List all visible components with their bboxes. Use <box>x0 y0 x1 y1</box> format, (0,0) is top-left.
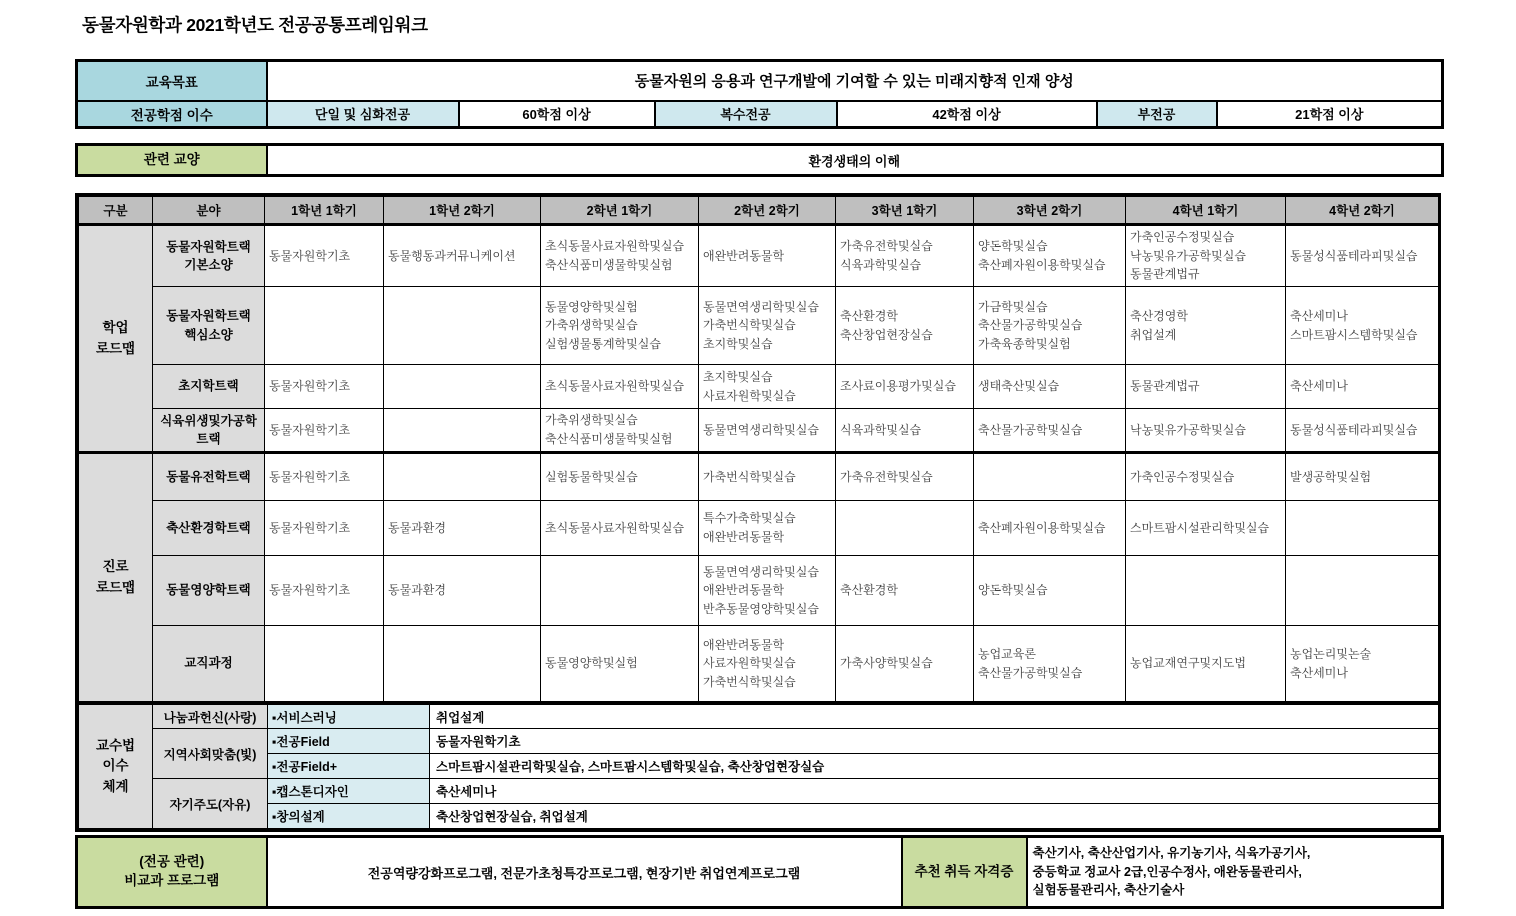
course-cell <box>384 556 541 626</box>
credit-value-double: 42학점 이상 <box>837 101 1097 128</box>
course-name: 생태축산및실습 <box>978 379 1060 394</box>
pedagogy-category: 나눔과헌신(사랑) <box>153 704 268 729</box>
course-cell <box>974 453 1126 501</box>
course-cell <box>1286 409 1439 453</box>
course-cell <box>699 453 836 501</box>
pedagogy-courses: 스마트팜시설관리학및실습, 스마트팜시스템학및실습, 축산창업현장실습 <box>430 754 1439 779</box>
text-line: 체계 <box>102 778 129 794</box>
course-name: 가축위생학및실습 <box>545 413 638 428</box>
course-cell <box>384 501 541 556</box>
credits-label: 전공학점 이수 <box>77 101 267 128</box>
roadmap-row <box>79 365 1439 409</box>
course-name: 농업교재연구및지도법 <box>1130 656 1246 671</box>
course-name: 축산세미나 <box>1290 379 1348 394</box>
course-cell <box>1286 501 1439 556</box>
course-cell <box>836 287 974 365</box>
course-cell <box>265 409 384 453</box>
course-name: 초지학및실습 <box>703 369 773 384</box>
course-name: 반추동물영양학및실습 <box>703 601 819 616</box>
course-name: 동물자원학기초 <box>269 583 351 598</box>
text-line: 교수법 <box>95 738 136 754</box>
text-line: 실험동물관리사, 축산기술사 <box>1032 883 1185 898</box>
field-cell <box>153 287 265 365</box>
liberal-arts-label: 관련 교양 <box>77 145 267 176</box>
course-name: 낙농및유가공학및실습 <box>1130 422 1246 437</box>
course-name: 축산세미나 <box>1290 308 1348 323</box>
course-name: 취업설계 <box>1130 327 1177 342</box>
roadmap-row <box>79 501 1439 556</box>
course-name: 동물관계법규 <box>1130 379 1200 394</box>
text-line: 진로 <box>102 559 129 575</box>
roadmap-row <box>79 453 1439 501</box>
roadmap-row <box>79 287 1439 365</box>
course-cell <box>541 365 699 409</box>
pedagogy-method: ▪전공Field <box>268 729 430 754</box>
group-cell-1 <box>79 453 153 702</box>
credit-type-minor: 부전공 <box>1097 101 1217 128</box>
course-name: 스마트팜시설관리학및실습 <box>1130 520 1270 535</box>
goal-value: 동물자원의 응용과 연구개발에 기여할 수 있는 미래지향적 인재 양성 <box>267 61 1443 101</box>
course-cell <box>1126 556 1286 626</box>
course-name: 사료자원학및실습 <box>703 656 796 671</box>
text-line: 교직과정 <box>184 656 233 671</box>
course-name: 동물자원학기초 <box>269 422 351 437</box>
course-cell <box>265 225 384 287</box>
pedagogy-table <box>78 702 1439 829</box>
credit-value-single: 60학점 이상 <box>459 101 655 128</box>
field-cell <box>153 225 265 287</box>
course-name: 축산환경학 <box>840 583 898 598</box>
course-cell <box>1286 626 1439 702</box>
course-cell <box>699 501 836 556</box>
text-line: 동물자원학트랙 <box>166 239 251 254</box>
pedagogy-row <box>79 804 1439 829</box>
field-cell <box>153 626 265 702</box>
course-cell <box>1126 501 1286 556</box>
course-name: 양돈학및실습 <box>978 583 1048 598</box>
course-name: 가축유전학및실습 <box>840 239 933 254</box>
course-name: 축산창업현장실습 <box>840 327 933 342</box>
course-name: 애완반려동물학 <box>703 530 785 544</box>
course-name: 농업교육론 <box>978 646 1036 661</box>
course-name: 동물자원학기초 <box>269 469 351 484</box>
course-name: 동물과환경 <box>388 583 446 598</box>
course-cell <box>699 409 836 453</box>
text-line: 비교과 프로그램 <box>124 873 220 888</box>
course-name: 양돈학및실습 <box>978 239 1048 254</box>
text-line: 식육위생및가공학 <box>160 413 257 428</box>
course-name: 식육과학및실습 <box>840 258 922 272</box>
column-header-5: 2학년 2학기 <box>699 197 836 225</box>
field-cell <box>153 409 265 453</box>
course-cell <box>384 365 541 409</box>
course-cell <box>836 365 974 409</box>
course-cell <box>1286 453 1439 501</box>
course-cell <box>836 453 974 501</box>
course-name: 가축유전학및실습 <box>840 469 933 484</box>
field-cell <box>153 365 265 409</box>
goal-credits-table <box>75 59 1444 129</box>
course-cell <box>699 365 836 409</box>
text-line: (전공 관련) <box>139 854 205 870</box>
course-cell <box>974 626 1126 702</box>
course-cell <box>974 287 1126 365</box>
column-header-3: 1학년 2학기 <box>384 197 541 225</box>
course-cell <box>541 501 699 556</box>
course-name: 축산물가공학및실습 <box>978 318 1083 333</box>
column-header-6: 3학년 1학기 <box>836 197 974 225</box>
course-name: 발생공학및실험 <box>1290 469 1372 484</box>
course-name: 축산세미나 <box>1290 665 1348 680</box>
course-cell <box>1286 225 1439 287</box>
course-cell <box>1126 365 1286 409</box>
goal-label: 교육목표 <box>77 61 267 101</box>
pedagogy-row <box>79 779 1439 804</box>
course-cell <box>541 453 699 501</box>
course-name: 초식동물사료자원학및실습 <box>545 379 685 394</box>
course-cell <box>699 626 836 702</box>
course-name: 스마트팜시스템학및실습 <box>1290 327 1418 342</box>
pedagogy-category: 지역사회맞춤(빛) <box>153 729 268 779</box>
text-line: 로드맵 <box>95 579 136 595</box>
pedagogy-row <box>79 754 1439 779</box>
text-line: 초지학트랙 <box>178 379 239 394</box>
course-name: 동물영양학및실험 <box>545 656 638 671</box>
pedagogy-method: ▪캡스톤디자인 <box>268 779 430 804</box>
course-name: 축산물가공학및실습 <box>978 665 1083 680</box>
course-name: 가축사양학및실습 <box>840 656 933 671</box>
course-name: 축산물가공학및실습 <box>978 422 1083 437</box>
course-name: 가축번식학및실습 <box>703 318 796 333</box>
certificates-label: 추천 취득 자격증 <box>902 837 1027 908</box>
course-name: 조사료이용평가및실습 <box>840 379 956 394</box>
liberal-arts-value: 환경생태의 이해 <box>267 145 1443 176</box>
pedagogy-category: 자기주도(자유) <box>153 779 268 829</box>
course-cell <box>974 556 1126 626</box>
course-cell <box>541 225 699 287</box>
course-cell <box>384 626 541 702</box>
course-name: 축산환경학 <box>840 308 898 323</box>
column-header-9: 4학년 2학기 <box>1286 197 1439 225</box>
pedagogy-courses: 축산창업현장실습, 취업설계 <box>430 804 1439 829</box>
pedagogy-method: ▪서비스러닝 <box>268 704 430 729</box>
course-cell <box>836 225 974 287</box>
course-name: 특수가축학및실습 <box>703 511 796 526</box>
course-cell <box>265 453 384 501</box>
goal-row <box>77 61 1443 101</box>
course-cell <box>1126 626 1286 702</box>
course-cell <box>699 556 836 626</box>
pedagogy-row <box>79 704 1439 729</box>
course-name: 동물자원학기초 <box>269 248 351 263</box>
group-cell-0 <box>79 225 153 453</box>
page-title: 동물자원학과 2021학년도 전공공통프레임워크 <box>82 15 428 35</box>
course-name: 축산폐자원이용학및실습 <box>978 258 1106 272</box>
credit-type-double: 복수전공 <box>655 101 837 128</box>
roadmap-header-row <box>79 197 1439 225</box>
column-header-0: 구분 <box>79 197 153 225</box>
course-name: 가축인공수정및실습 <box>1130 469 1235 484</box>
field-cell <box>153 501 265 556</box>
course-name: 동물관계법규 <box>1130 267 1200 282</box>
column-header-4: 2학년 1학기 <box>541 197 699 225</box>
course-name: 동물자원학기초 <box>269 520 351 535</box>
text-line: 기본소양 <box>184 258 233 272</box>
course-name: 초식동물사료자원학및실습 <box>545 520 685 535</box>
course-name: 낙농및유가공학및실습 <box>1130 248 1246 263</box>
text-line: 축산환경학트랙 <box>166 520 251 535</box>
course-name: 농업논리및논술 <box>1290 646 1372 661</box>
course-cell <box>974 365 1126 409</box>
course-cell <box>699 287 836 365</box>
course-name: 초지학및실습 <box>703 336 773 351</box>
roadmap-row <box>79 225 1439 287</box>
course-cell <box>974 501 1126 556</box>
course-cell <box>265 501 384 556</box>
text-line: 로드맵 <box>95 340 136 356</box>
pedagogy-method: ▪창의설계 <box>268 804 430 829</box>
course-name: 사료자원학및실습 <box>703 388 796 403</box>
certificates-value <box>1027 837 1443 908</box>
course-cell <box>384 225 541 287</box>
course-name: 동물행동과커뮤니케이션 <box>388 248 516 263</box>
course-name: 동물영양학및실험 <box>545 299 638 314</box>
liberal-arts-table <box>75 143 1444 177</box>
text-line: 트랙 <box>196 432 221 446</box>
course-name: 가축번식학및실습 <box>703 469 796 484</box>
course-cell <box>1126 287 1286 365</box>
text-line: 동물유전학트랙 <box>166 469 251 484</box>
column-header-1: 분야 <box>153 197 265 225</box>
course-name: 동물성식품테라피및실습 <box>1290 422 1418 437</box>
course-cell <box>836 501 974 556</box>
pedagogy-courses: 축산세미나 <box>430 779 1439 804</box>
course-cell <box>384 453 541 501</box>
extracurricular-table <box>75 835 1444 909</box>
course-cell <box>1126 453 1286 501</box>
extracurricular-value: 전공역량강화프로그램, 전문가초청특강프로그램, 현장기반 취업연계프로그램 <box>267 837 902 908</box>
course-name: 동물자원학기초 <box>269 379 351 394</box>
roadmap-row <box>79 556 1439 626</box>
field-cell <box>153 453 265 501</box>
course-name: 축산폐자원이용학및실습 <box>978 520 1106 535</box>
pedagogy-method: ▪전공Field+ <box>268 754 430 779</box>
course-name: 애완반려동물학 <box>703 637 785 652</box>
course-name: 식육과학및실습 <box>840 422 922 437</box>
course-cell <box>1286 287 1439 365</box>
course-name: 가축위생학및실습 <box>545 318 638 333</box>
roadmap-block <box>75 193 1441 832</box>
text-line: 핵심소양 <box>184 327 233 342</box>
text-line: 이수 <box>102 758 129 774</box>
text-line: 동물자원학트랙 <box>166 309 251 324</box>
course-name: 가금학및실습 <box>978 299 1048 314</box>
column-header-7: 3학년 2학기 <box>974 197 1126 225</box>
course-cell <box>699 225 836 287</box>
course-name: 축산경영학 <box>1130 308 1188 323</box>
course-cell <box>974 225 1126 287</box>
column-header-2: 1학년 1학기 <box>265 197 384 225</box>
course-cell <box>541 556 699 626</box>
course-name: 가축육종학및실험 <box>978 336 1071 351</box>
course-name: 가축번식학및실습 <box>703 674 796 689</box>
roadmap-row <box>79 626 1439 702</box>
course-cell <box>1126 225 1286 287</box>
liberal-arts-row <box>77 145 1443 176</box>
field-cell <box>153 556 265 626</box>
roadmap-table <box>78 196 1439 702</box>
course-cell <box>836 626 974 702</box>
course-name: 동물면역생리학및실습 <box>703 299 819 314</box>
course-name: 동물과환경 <box>388 520 446 535</box>
course-name: 초식동물사료자원학및실습 <box>545 239 685 254</box>
pedagogy-courses: 취업설계 <box>430 704 1439 729</box>
course-cell <box>836 556 974 626</box>
course-name: 동물면역생리학및실습 <box>703 564 819 579</box>
pedagogy-row <box>79 729 1439 754</box>
text-line: 중등학교 정교사 2급,인공수정사, 애완동물관리사, <box>1032 864 1302 879</box>
text-line: 동물영양학트랙 <box>166 583 251 598</box>
course-cell <box>384 409 541 453</box>
course-name: 가축인공수정및실습 <box>1130 230 1235 245</box>
roadmap-row <box>79 409 1439 453</box>
course-cell <box>1286 365 1439 409</box>
course-cell <box>541 287 699 365</box>
credit-value-minor: 21학점 이상 <box>1217 101 1443 128</box>
course-name: 실험생물통계학및실습 <box>545 336 661 351</box>
course-cell <box>1126 409 1286 453</box>
course-cell <box>1286 556 1439 626</box>
course-name: 동물면역생리학및실습 <box>703 422 819 437</box>
course-cell <box>265 365 384 409</box>
course-cell <box>541 626 699 702</box>
course-name: 동물성식품테라피및실습 <box>1290 248 1418 263</box>
course-cell <box>384 287 541 365</box>
text-line: 학업 <box>102 320 129 336</box>
text-line: 축산기사, 축산산업기사, 유기농기사, 식육가공기사, <box>1032 845 1311 860</box>
course-name: 실험동물학및실습 <box>545 469 638 484</box>
course-cell <box>541 409 699 453</box>
credits-row <box>77 101 1443 128</box>
course-name: 애완반려동물학 <box>703 583 785 598</box>
column-header-8: 4학년 1학기 <box>1126 197 1286 225</box>
course-name: 축산식품미생물학및실험 <box>545 432 673 446</box>
course-cell <box>836 409 974 453</box>
group-cell-pedagogy <box>79 704 153 829</box>
credit-type-single: 단일 및 심화전공 <box>267 101 459 128</box>
course-name: 애완반려동물학 <box>703 248 785 263</box>
extracurricular-label <box>77 837 267 908</box>
course-cell <box>265 626 384 702</box>
course-cell <box>265 556 384 626</box>
pedagogy-courses: 동물자원학기초 <box>430 729 1439 754</box>
course-name: 축산식품미생물학및실험 <box>545 258 673 272</box>
course-cell <box>265 287 384 365</box>
extracurricular-row <box>77 837 1443 908</box>
course-cell <box>974 409 1126 453</box>
